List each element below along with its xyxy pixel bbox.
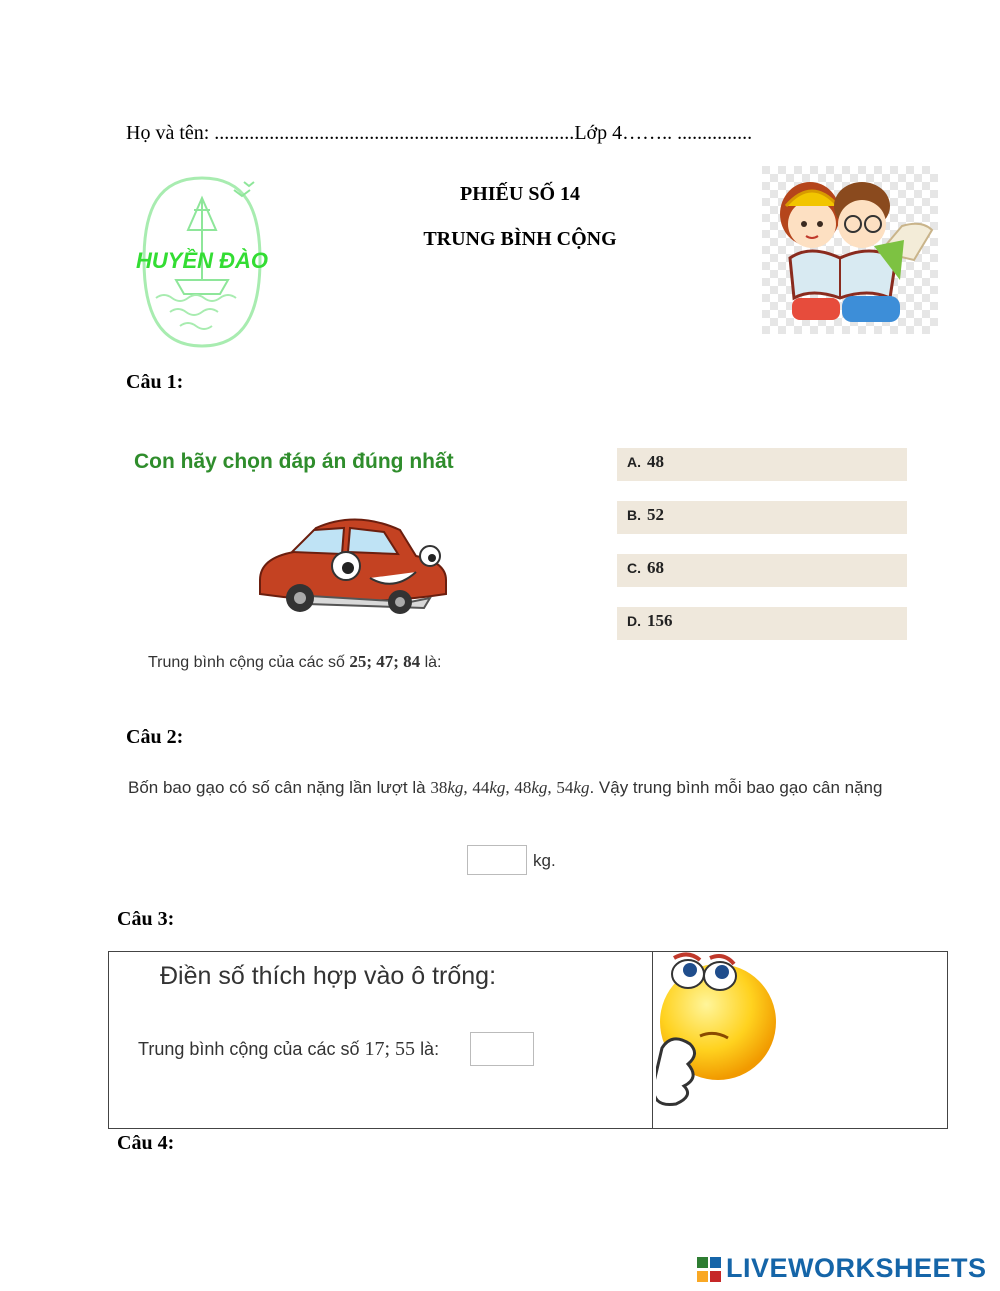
q3-statement-numbers: 17; 55 <box>364 1038 416 1060</box>
car-illustration <box>250 510 450 620</box>
q2-answer-unit: kg. <box>533 851 556 870</box>
logo-text: HUYỀN ĐÀO <box>136 248 268 273</box>
question-1-label: Câu 1: <box>126 371 184 393</box>
option-b[interactable] <box>617 501 907 534</box>
option-a-value: 48 <box>647 452 664 471</box>
question-3-label: Câu 3: <box>117 908 175 930</box>
class-label: Lớp 4…….. ............... <box>574 122 753 144</box>
q2-weight-1: 38 <box>430 778 448 797</box>
q2-weight-2: 44 <box>472 778 490 797</box>
question-4-label: Câu 4: <box>117 1132 175 1154</box>
question-2-label: Câu 2: <box>126 726 184 748</box>
question-1-statement <box>148 652 442 672</box>
thinking-face-emoji <box>656 952 778 1110</box>
question-3-statement <box>138 1038 439 1061</box>
option-b-value: 52 <box>647 505 664 524</box>
q2-answer-input[interactable] <box>467 845 527 875</box>
option-b-letter: B. <box>627 507 641 523</box>
kids-reading-illustration <box>762 166 938 334</box>
sheet-subtitle: TRUNG BÌNH CỘNG <box>423 228 617 250</box>
q3-answer-input[interactable] <box>470 1032 534 1066</box>
option-a-letter: A. <box>627 454 641 470</box>
q1-statement-suffix: là: <box>424 654 442 671</box>
liveworksheets-logo-icon <box>697 1253 723 1287</box>
brand-name[interactable]: LIVEWORKSHEETS <box>726 1253 987 1283</box>
option-d[interactable] <box>617 607 907 640</box>
student-info-line <box>126 122 752 145</box>
option-d-value: 156 <box>647 611 673 630</box>
q1-statement-numbers: 25; 47; 84 <box>349 652 421 671</box>
q2-text-prefix: Bốn bao gạo có số cân nặng lần lượt là <box>128 778 426 797</box>
sheet-title: PHIẾU SỐ 14 <box>459 183 581 205</box>
q2-text-suffix: . Vậy trung bình mỗi bao gạo cân nặng <box>589 778 883 797</box>
q1-statement-prefix: Trung bình cộng của các số <box>148 654 345 671</box>
question-1-prompt: Con hãy chọn đáp án đúng nhất <box>134 450 454 473</box>
q3-statement-prefix: Trung bình cộng của các số <box>138 1039 360 1059</box>
question-2-text: Bốn bao gạo có số cân nặng lần lượt là 38kg, 44kg, 48kg, 54kg. Vậy trung bình mỗi bao gạo cân nặng <box>128 778 883 797</box>
q3-statement-suffix: là: <box>420 1039 440 1059</box>
q2-unit-1: kg <box>447 778 464 797</box>
option-a[interactable] <box>617 448 907 481</box>
huyen-dao-logo <box>136 170 268 352</box>
q2-unit-3: kg <box>531 778 548 797</box>
option-c-letter: C. <box>627 560 641 576</box>
option-d-letter: D. <box>627 613 641 629</box>
option-c-value: 68 <box>647 558 664 577</box>
question-3-divider <box>652 951 653 1129</box>
q2-weight-3: 48 <box>514 778 532 797</box>
q2-weight-4: 54 <box>556 778 574 797</box>
option-c[interactable] <box>617 554 907 587</box>
name-label: Họ và tên: ........................................................................ <box>126 122 575 144</box>
q2-unit-4: kg <box>573 778 590 797</box>
question-3-prompt: Điền số thích hợp vào ô trống: <box>160 962 497 990</box>
q2-unit-2: kg <box>489 778 506 797</box>
